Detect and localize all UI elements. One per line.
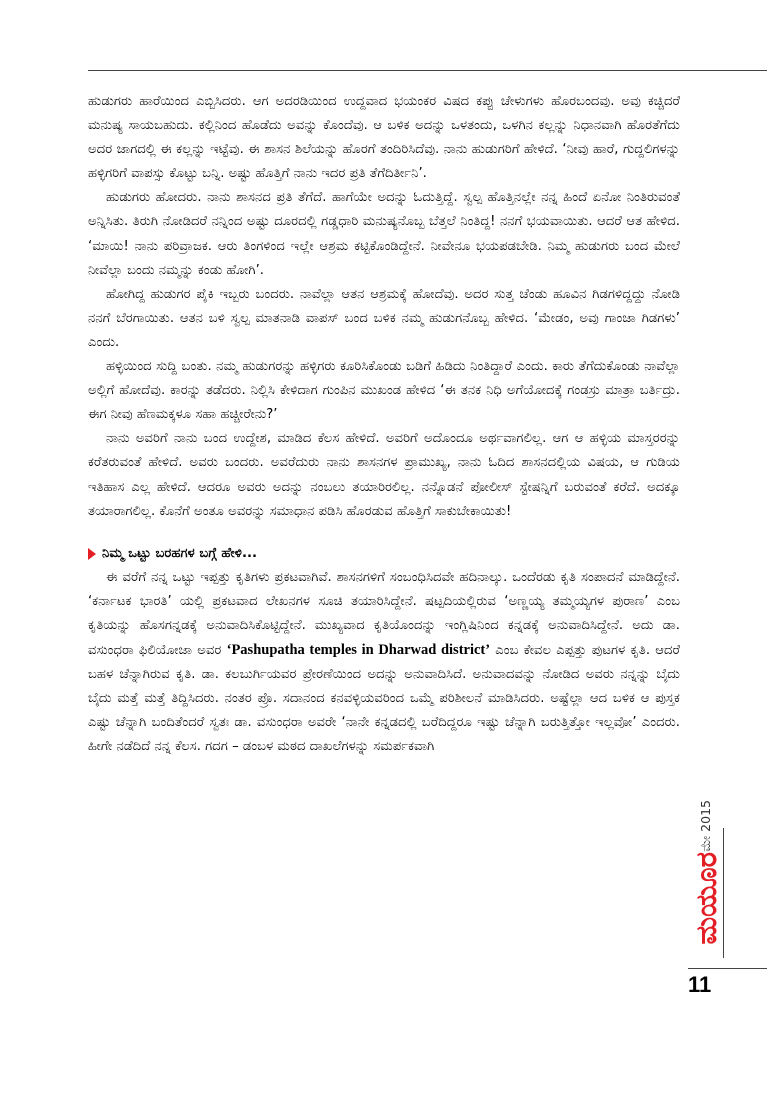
paragraph-2: ಹುಡುಗರು ಹೋದರು. ನಾನು ಶಾಸನದ ಪ್ರತಿ ತೆಗೆದೆ. ಹಾಗೆಯೇ ಅದನ್ನು ಓದುತ್ತಿದ್ದೆ. ಸ್ವಲ್ಪ ಹೊತ್ತಿನಲ್ಲೇ ನನ್ನ ಹಿಂದೆ ಏನೋ ನಿಂತಿರುವಂತೆ ಅನ್ನಿಸಿತು. ತಿರುಗಿ ನೋಡಿದರೆ ನನ್ನಿಂದ ಅಷ್ಟು ದೂರದಲ್ಲಿ ಗಡ್ಡಧಾರಿ ಮನುಷ್ಯನೊಬ್ಬ ಬೆತ್ತಲೆ ನಿಂತಿದ್ದ! ನನಗೆ ಭಯವಾಯಿತು. ಆದರೆ ಆತ ಹೇಳಿದ. ‘ಮಾಯಿ! ನಾನು ಪರಿವ್ರಾಜಕ. ಆರು ತಿಂಗಳಿಂದ ಇಲ್ಲೇ ಆಶ್ರಮ ಕಟ್ಟಿಕೊಂಡಿದ್ದೇನೆ. ನೀವೇನೂ ಭಯಪಡಬೇಡಿ. ನಿಮ್ಮ ಹುಡುಗರು ಬಂದ ಮೇಲೆ ನೀವೆಲ್ಲಾ ಬಂದು ನಮ್ಮನ್ನು ಕಂಡು ಹೋಗಿ’. — [88, 190, 680, 278]
magazine-logo: ಮಯೂರ — [689, 851, 723, 945]
red-triangle-bullet-icon — [88, 548, 96, 560]
paragraph-3: ಹೋಗಿದ್ದ ಹುಡುಗರ ಪೈಕಿ ಇಬ್ಬರು ಬಂದರು. ನಾವೆಲ್ಲಾ ಆತನ ಆಶ್ರಮಕ್ಕೆ ಹೋದೆವು. ಅದರ ಸುತ್ತ ಚೆಂಡು ಹೂವಿನ ಗಿಡಗಳಿದ್ದದ್ದು ನೋಡಿ ನನಗೆ ಬೆರಗಾಯಿತು. ಆತನ ಬಳಿ ಸ್ವಲ್ಪ ಮಾತನಾಡಿ ವಾಪಸ್ ಬಂದ ಬಳಿಕ ನಮ್ಮ ಹುಡುಗನೊಬ್ಬ ಹೇಳಿದ. ‘ಮೇಡಂ, ಅವು ಗಾಂಜಾ ಗಿಡಗಳು’ ಎಂದು. — [88, 286, 680, 350]
english-book-title: ‘Pashupatha temples in Dharwad district’ — [226, 642, 491, 659]
article-body — [88, 90, 680, 760]
section-gap — [88, 524, 680, 542]
answer-text-part-1: ಈ ವರೆಗೆ ನನ್ನ ಒಟ್ಟು ಇಪ್ಪತ್ತು ಕೃತಿಗಳು ಪ್ರಕಟವಾಗಿವೆ. ಶಾಸನಗಳಿಗೆ ಸಂಬಂಧಿಸಿದವೇ ಹದಿನಾಲ್ಕು. ಒಂದೆರಡು ಕೃತಿ ಸಂಪಾದನೆ ಮಾಡಿದ್ದೇನೆ. ‘ಕರ್ನಾಟಕ ಭಾರತಿ’ ಯಲ್ಲಿ ಪ್ರಕಟವಾದ ಲೇಖನಗಳ ಸೂಚಿ ತಯಾರಿಸಿದ್ದೇನೆ. ಷಟ್ಪದಿಯಲ್ಲಿರುವ ‘ಅಣ್ಣಯ್ಯ ತಮ್ಮಯ್ಯಗಳ ಪುರಾಣ’ ಎಂಬ ಕೃತಿಯನ್ನು ಹೊಸಗನ್ನಡಕ್ಕೆ ಅನುವಾದಿಸಿಕೊಟ್ಟಿದ್ದೇನೆ. ಮುಖ್ಯವಾದ ಕೃತಿಯೊಂದನ್ನು ಇಂಗ್ಲಿಷಿನಿಂದ ಕನ್ನಡಕ್ಕೆ ಅನುವಾದಿಸಿದ್ದೇನೆ. ಅದು ಡಾ. ವಸುಂಧರಾ ಫಿಲಿಯೋಜಾ ಅವರ — [88, 569, 680, 659]
magazine-masthead — [689, 800, 723, 966]
page-number: 11 — [688, 972, 712, 997]
paragraph-4: ಹಳ್ಳಿಯಿಂದ ಸುದ್ದಿ ಬಂತು. ನಮ್ಮ ಹುಡುಗರನ್ನು ಹಳ್ಳಿಗರು ಕೂರಿಸಿಕೊಂಡು ಬಡಿಗೆ ಹಿಡಿದು ನಿಂತಿದ್ದಾರೆ ಎಂದು. ಕಾರು ತೆಗೆದುಕೊಂಡು ನಾವೆಲ್ಲಾ ಅಲ್ಲಿಗೆ ಹೋದೆವು. ಕಾರನ್ನು ತಡೆದರು. ನಿಲ್ಲಿಸಿ ಕೇಳಿದಾಗ ಗುಂಪಿನ ಮುಖಂಡ ಹೇಳಿದ ‘ಈ ತನಕ ನಿಧಿ ಅಗೆಯೋದಕ್ಕೆ ಗಂಡಸ್ರು ಮಾತ್ರಾ ಬರ್ತಿದ್ರು. ಈಗ ನೀವು ಹೆಣಮಕ್ಕಳೂ ಸಹಾ ಹಚ್ಚೀರೇನು?’ — [88, 359, 680, 423]
footer-rule — [688, 968, 767, 969]
answer-text-part-2: ಎಂಬ ಕೇವಲ ಎಪ್ಪತ್ತು ಪುಟಗಳ ಕೃತಿ. ಆದರೆ ಬಹಳ ಚೆನ್ನಾಗಿರುವ ಕೃತಿ. ಡಾ. ಕಲಬುರ್ಗಿಯವರ ಪ್ರೇರಣೆಯಿಂದ ಅದನ್ನು ಅನುವಾದಿಸಿದೆ. ಅನುವಾದವನ್ನು ನೋಡಿದ ಅವರು ನನ್ನನ್ನು ಬೈದು ಬೈದು ಮತ್ತೆ ಮತ್ತೆ ತಿದ್ದಿಸಿದರು. ನಂತರ ಪ್ರೊ. ಸದಾನಂದ ಕನವಳ್ಳಿಯವರಿಂದ ಒಮ್ಮೆ ಪರಿಶೀಲನೆ ಮಾಡಿಸಿದರು. ಅಷ್ಟೆಲ್ಲಾ ಆದ ಬಳಿಕ ಆ ಪುಸ್ತಕ ಎಷ್ಟು ಚೆನ್ನಾಗಿ ಬಂದಿತೆಂದರೆ ಸ್ವತಃ ಡಾ. ವಸುಂಧರಾ ಅವರೇ ‘ನಾನೇ ಕನ್ನಡದಲ್ಲಿ ಬರೆದಿದ್ದರೂ ಇಷ್ಟು ಚೆನ್ನಾಗಿ ಬರುತ್ತಿತ್ತೋ ಇಲ್ಲವೋ’ ಎಂದರು. ಹೀಗೇ ನಡೆದಿದೆ ನನ್ನ ಕೆಲಸ. ಗದಗ – ಡಂಬಳ ಮಠದ ದಾಖಲೆಗಳನ್ನು ಸಮರ್ಪಕವಾಗಿ — [88, 643, 680, 755]
masthead-rule — [723, 828, 724, 958]
interview-question — [88, 542, 680, 566]
paragraph-5: ನಾನು ಅವರಿಗೆ ನಾನು ಬಂದ ಉದ್ದೇಶ, ಮಾಡಿದ ಕೆಲಸ ಹೇಳಿದೆ. ಅವರಿಗೆ ಅದೊಂದೂ ಅರ್ಥವಾಗಲಿಲ್ಲ. ಆಗ ಆ ಹಳ್ಳಿಯ ಮಾಸ್ತರರನ್ನು ಕರೆತರುವಂತೆ ಹೇಳಿದೆ. ಅವರು ಬಂದರು. ಅವರೆದುರು ನಾನು ಶಾಸನಗಳ ಪ್ರಾಮುಖ್ಯ, ನಾನು ಓದಿದ ಶಾಸನದಲ್ಲಿಯ ವಿಷಯ, ಆ ಗುಡಿಯ ಇತಿಹಾಸ ಎಲ್ಲ ಹೇಳಿದೆ. ಆದರೂ ಅವರು ಅದನ್ನು ನಂಬಲು ತಯಾರಿರಲಿಲ್ಲ. ನನ್ನೊಡನೆ ಪೋಲೀಸ್ ಸ್ಟೇಷನ್ನಿಗೆ ಬರುವಂತೆ ಕರೆದೆ. ಅದಕ್ಕೂ ತಯಾರಾಗಲಿಲ್ಲ. ಕೊನೆಗೆ ಅಂತೂ ಅವರನ್ನು ಸಮಾಧಾನ ಪಡಿಸಿ ಹೊರಡುವ ಹೊತ್ತಿಗೆ ಸಾಕುಬೇಕಾಯಿತು! — [88, 431, 680, 519]
issue-dateline: ಮೇ 2015 — [698, 800, 713, 852]
paragraph-1: ಹುಡುಗರು ಹಾರೆಯಿಂದ ಎಬ್ಬಿಸಿದರು. ಆಗ ಅದರಡಿಯಿಂದ ಉದ್ದವಾದ ಭಯಂಕರ ವಿಷದ ಕಪ್ಪು ಚೇಳುಗಳು ಹೊರಬಂದವು. ಅವು ಕಚ್ಚಿದರೆ ಮನುಷ್ಯ ಸಾಯಬಹುದು. ಕಲ್ಲಿನಿಂದ ಹೊಡೆದು ಅವನ್ನು ಕೊಂದೆವು. ಆ ಬಳಿಕ ಅದನ್ನು ಒಳತಂದು, ಒಳಗಿನ ಕಲ್ಲನ್ನು ನಿಧಾನವಾಗಿ ಹೊರತೆಗೆದು ಅದರ ಜಾಗದಲ್ಲಿ ಈ ಕಲ್ಲನ್ನು ಇಟ್ಟೆವು. ಈ ಶಾಸನ ಶಿಲೆಯನ್ನು ಹೊರಗೆ ತಂದಿರಿಸಿದೆವು. ನಾನು ಹುಡುಗರಿಗೆ ಹೇಳಿದೆ. ‘ನೀವು ಹಾರೆ, ಗುದ್ದಲಿಗಳನ್ನು ಹಳ್ಳಿಗರಿಗೆ ವಾಪಸ್ಸು ಕೊಟ್ಟು ಬನ್ನಿ. ಅಷ್ಟು ಹೊತ್ತಿಗೆ ನಾನು ಇದರ ಪ್ರತಿ ತೆಗೆದಿರ್ತೀನಿ’. — [88, 94, 680, 182]
question-text: ನಿಮ್ಮ ಒಟ್ಟು ಬರಹಗಳ ಬಗ್ಗೆ ಹೇಳಿ... — [102, 545, 258, 561]
answer-paragraph — [88, 566, 680, 760]
header-rule — [88, 70, 767, 71]
